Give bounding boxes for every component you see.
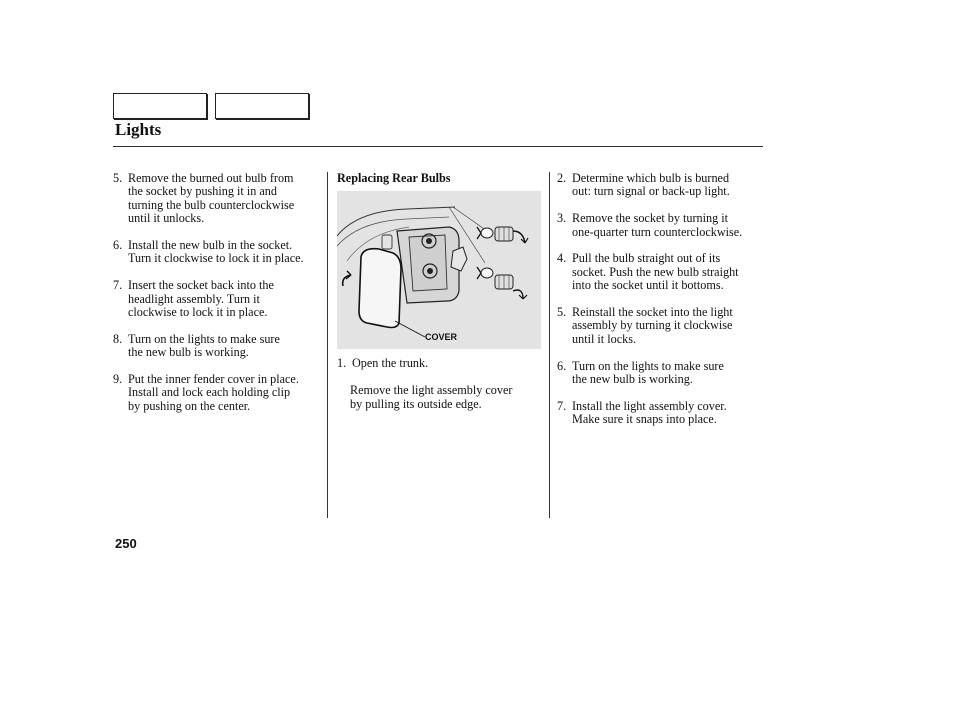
step-text: Insert the socket back into the headlight assembly. Turn it clockwise to lock it in place. bbox=[128, 278, 274, 320]
left-step-7 bbox=[113, 279, 323, 319]
step-number: 6. bbox=[557, 358, 567, 373]
right-step-5 bbox=[557, 306, 767, 346]
step-text: Install the light assembly cover. Make sure it snaps into place. bbox=[572, 398, 727, 427]
title-rule bbox=[113, 146, 763, 147]
step-text: Open the trunk. bbox=[352, 356, 429, 371]
step-number: 7. bbox=[113, 278, 123, 293]
left-step-5 bbox=[113, 172, 323, 226]
step-text: Install the new bulb in the socket. Turn it clockwise to lock it in place. bbox=[128, 238, 304, 266]
step-text: Remove the socket by turning it one-quarter turn counterclockwise. bbox=[572, 211, 743, 239]
step-text: Pull the bulb straight out of its socket. Push the new bulb straight into the socket until it bottoms. bbox=[572, 251, 739, 293]
middle-step-1 bbox=[337, 357, 543, 370]
middle-column bbox=[337, 172, 543, 424]
section-tab-1[interactable] bbox=[113, 93, 207, 119]
step-detail: Remove the light assembly cover by pulling its outside edge. bbox=[350, 383, 513, 411]
step-number: 3. bbox=[557, 211, 567, 226]
right-step-7 bbox=[557, 400, 767, 427]
right-column bbox=[557, 172, 767, 440]
section-tab-2[interactable] bbox=[215, 93, 309, 119]
step-number: 9. bbox=[113, 372, 123, 387]
rear-light-illustration bbox=[337, 191, 541, 349]
step-text: Remove the burned out bulb from the socket by pushing it in and turning the bulb counterclockwise until it unlocks. bbox=[128, 171, 295, 226]
step-text: Reinstall the socket into the light assembly by turning it clockwise until it locks. bbox=[572, 305, 733, 346]
step-number: 5. bbox=[113, 171, 123, 185]
step-text: Put the inner fender cover in place. Install and lock each holding clip by pushing on the center. bbox=[128, 372, 299, 413]
page-number: 250 bbox=[115, 536, 137, 551]
right-step-2 bbox=[557, 172, 767, 199]
step-number: 4. bbox=[557, 251, 567, 266]
step-text: Determine which bulb is burned out: turn signal or back-up light. bbox=[572, 171, 730, 199]
step-number: 6. bbox=[113, 238, 123, 253]
step-text: Turn on the lights to make sure the new bulb is working. bbox=[128, 331, 280, 360]
step-number: 2. bbox=[557, 171, 567, 185]
page-title: Lights bbox=[115, 120, 162, 139]
column-divider-2 bbox=[549, 172, 550, 518]
left-step-8 bbox=[113, 333, 323, 360]
left-column bbox=[113, 172, 323, 427]
section-heading: Replacing Rear Bulbs bbox=[337, 171, 451, 185]
step-number: 7. bbox=[557, 398, 567, 413]
right-step-4 bbox=[557, 252, 767, 292]
step-text: Turn on the lights to make sure the new bulb is working. bbox=[572, 358, 724, 387]
rear-light-diagram bbox=[337, 191, 541, 349]
step-number: 8. bbox=[113, 331, 123, 346]
figure-label-cover: COVER bbox=[425, 332, 458, 343]
left-step-6 bbox=[113, 239, 323, 266]
right-step-3 bbox=[557, 212, 767, 239]
right-step-6 bbox=[557, 360, 767, 387]
column-divider-1 bbox=[327, 172, 328, 518]
step-number: 5. bbox=[557, 305, 567, 320]
left-step-9 bbox=[113, 373, 323, 413]
step-number: 1. bbox=[337, 356, 347, 371]
